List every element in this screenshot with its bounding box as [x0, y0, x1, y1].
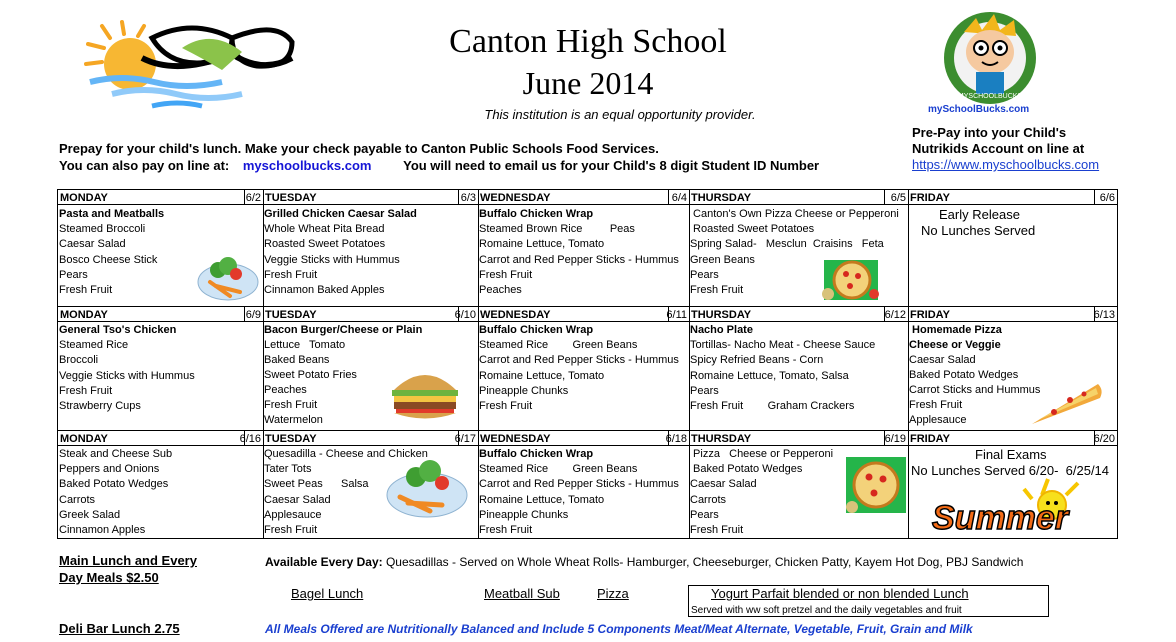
- menu-item: Spring Salad- Mesclun Craisins Feta: [690, 238, 884, 251]
- main-lunch-line2: Day Meals $2.50: [59, 570, 159, 585]
- menu-item: Bosco Cheese Stick: [59, 253, 158, 266]
- menu-item: Romaine Lettuce, Tomato: [479, 493, 605, 506]
- menu-item: No Lunches Served: [921, 223, 1036, 238]
- equal-opportunity-note: This institution is an equal opportunity provider.: [484, 107, 756, 122]
- menu-item: Fresh Fruit: [479, 268, 533, 281]
- day-date: 6/19: [884, 433, 906, 445]
- day-header: [908, 306, 1117, 322]
- menu-item: Final Exams: [975, 447, 1047, 462]
- menu-item: Green Beans: [690, 253, 755, 266]
- day-header: [263, 430, 478, 446]
- day-name: TUESDAY: [265, 433, 317, 445]
- menu-item: Steamed Rice: [59, 339, 129, 352]
- day-date: 6/12: [884, 309, 906, 321]
- yogurt-parfait-box: [688, 585, 1049, 617]
- prepay-online-line: [59, 158, 819, 173]
- menu-item: Broccoli: [59, 354, 99, 367]
- day-menu: [479, 323, 686, 414]
- available-every-day: [265, 555, 1023, 569]
- menu-item: Fresh Fruit: [264, 268, 318, 281]
- day-date: 6/4: [671, 192, 687, 204]
- menu-item: Pineapple Chunks: [479, 508, 569, 521]
- menu-item: Greek Salad: [59, 508, 121, 521]
- myschoolbucks-url-link[interactable]: https://www.myschoolbucks.com: [912, 157, 1100, 172]
- day-date: 6/6: [1099, 192, 1115, 204]
- day-header: [478, 430, 689, 446]
- day-header: [689, 430, 908, 446]
- day-date: 6/13: [1093, 309, 1115, 321]
- day-name: MONDAY: [60, 192, 108, 204]
- bagel-lunch: Bagel Lunch: [291, 586, 364, 601]
- menu-item: Fresh Fruit: [479, 400, 533, 413]
- menu-item: Veggie Sticks with Hummus: [264, 253, 400, 266]
- menu-item: Fresh Fruit: [59, 384, 113, 397]
- day-menu: [479, 207, 686, 298]
- date-divider: [458, 190, 459, 204]
- menu-item: Early Release: [939, 207, 1020, 222]
- summer-sun-icon: [928, 473, 1116, 537]
- menu-item: Homemade Pizza: [909, 324, 1002, 336]
- menu-item: Veggie Sticks with Hummus: [59, 369, 195, 382]
- day-date: 6/3: [460, 192, 476, 204]
- day-date: 6/11: [666, 309, 687, 321]
- menu-item: Lettuce Tomato: [264, 339, 346, 351]
- day-name: TUESDAY: [265, 309, 317, 321]
- myschoolbucks-logo[interactable]: [924, 10, 1056, 118]
- prepay-account-box: [912, 125, 1099, 173]
- menu-item: Steamed Brown Rice Peas: [479, 223, 635, 236]
- day-name: FRIDAY: [910, 309, 950, 321]
- day-header: [58, 306, 263, 322]
- day-name: MONDAY: [60, 433, 108, 445]
- myschoolbucks-mascot-icon: [924, 10, 1056, 118]
- summer-text: Summer: [932, 499, 1069, 537]
- meatball-sub: Meatball Sub: [484, 586, 560, 601]
- day-header: [58, 189, 263, 205]
- menu-item: Sweet Peas Salsa: [264, 478, 369, 491]
- menu-item: Buffalo Chicken Wrap: [479, 208, 594, 220]
- day-name: THURSDAY: [691, 192, 752, 204]
- menu-item: Romaine Lettuce, Tomato: [479, 369, 605, 382]
- menu-item: Steamed Rice Green Beans: [479, 339, 638, 352]
- menu-item: Carrot and Red Pepper Sticks - Hummus: [479, 253, 679, 266]
- day-date: 6/17: [454, 433, 476, 445]
- yogurt-parfait-title: Yogurt Parfait blended or non blended Lunch: [711, 586, 969, 601]
- day-date: 6/2: [245, 192, 261, 204]
- menu-item: Tortillas- Nacho Meat - Cheese Sauce: [690, 339, 876, 352]
- day-header: [263, 306, 478, 322]
- menu-item: Canton's Own Pizza Cheese or Pepperoni: [690, 208, 899, 220]
- vegetable-plate-icon-2: [386, 455, 468, 519]
- menu-item: Nacho Plate: [690, 324, 753, 336]
- menu-item: Pears: [690, 508, 719, 521]
- menu-item: Fresh Fruit: [264, 399, 318, 411]
- vegetable-plate-icon: [196, 252, 260, 302]
- day-menu: [59, 447, 260, 538]
- menu-item: Romaine Lettuce, Tomato: [479, 238, 605, 251]
- prepay-online-label: You can also pay on line at:: [59, 158, 230, 173]
- available-label: Available Every Day:: [265, 555, 383, 569]
- pizza-plate-icon-2: [842, 455, 910, 517]
- menu-item: Cinnamon Baked Apples: [264, 284, 385, 297]
- menu-item: Baked Potato Wedges: [59, 478, 169, 491]
- menu-item: Applesauce: [264, 508, 322, 521]
- menu-item: Caesar Salad: [264, 493, 331, 506]
- menu-item: Caesar Salad: [690, 478, 757, 491]
- day-date: 6/10: [454, 309, 476, 321]
- column-divider: [478, 190, 479, 538]
- day-header: [478, 306, 689, 322]
- menu-item: Pears: [59, 268, 88, 281]
- menu-item: Pears: [690, 268, 719, 281]
- day-name: WEDNESDAY: [480, 309, 551, 321]
- menu-item: No Lunches Served 6/20- 6/25/14: [911, 463, 1110, 478]
- menu-item: Bacon Burger/Cheese or Plain: [264, 324, 423, 336]
- yogurt-parfait-note: Served with ww soft pretzel and the daily vegetables and fruit: [691, 605, 962, 616]
- menu-item: Fresh Fruit: [264, 524, 318, 537]
- day-header: [908, 189, 1117, 205]
- prepay-account-line1: Pre-Pay into your Child's: [912, 125, 1067, 140]
- prepay-account-line2: Nutrikids Account on line at: [912, 141, 1085, 156]
- menu-item: Whole Wheat Pita Bread: [264, 223, 385, 236]
- menu-item: Cinnamon Apples: [59, 524, 146, 537]
- main-lunch-price: [59, 552, 197, 586]
- menu-item: Steak and Cheese Sub: [59, 448, 173, 460]
- menu-item: Peaches: [264, 384, 307, 396]
- pizza-slice-icon: [1030, 380, 1104, 426]
- pizza-option: Pizza: [597, 586, 629, 601]
- day-header: [263, 189, 478, 205]
- menu-item: Carrot Sticks and Hummus: [909, 384, 1041, 396]
- day-name: TUESDAY: [265, 192, 317, 204]
- nutrition-statement: All Meals Offered are Nutritionally Balanced and Include 5 Components Meat/Meat Alternate, Vegetable, Fruit, Grain and Milk: [265, 622, 973, 636]
- menu-item: Fresh Fruit: [479, 524, 533, 537]
- menu-item: Applesauce: [909, 414, 967, 426]
- burger-icon: [388, 366, 462, 422]
- student-id-note: You will need to email us for your Child's 8 digit Student ID Number: [403, 158, 820, 173]
- day-name: THURSDAY: [691, 433, 752, 445]
- page-title: Canton High School: [449, 23, 727, 60]
- day-name: THURSDAY: [691, 309, 752, 321]
- day-name: MONDAY: [60, 309, 108, 321]
- menu-item: Fresh Fruit Graham Crackers: [690, 400, 855, 413]
- deli-bar-price: Deli Bar Lunch 2.75: [59, 621, 180, 636]
- menu-item: Caesar Salad: [59, 238, 126, 251]
- available-items: Quesadillas - Served on Whole Wheat Rolls- Hamburger, Cheeseburger, Chicken Patty, Kayem Hot Dog, PBJ Sandwich: [385, 555, 1024, 569]
- day-menu: [264, 207, 475, 298]
- menu-item: Fresh Fruit: [690, 284, 744, 297]
- menu-item: Pears: [690, 384, 719, 397]
- column-divider: [263, 190, 264, 538]
- day-date: 6/9: [245, 309, 261, 321]
- menu-item: Carrot and Red Pepper Sticks - Hummus: [479, 478, 679, 491]
- menu-item: Spicy Refried Beans - Corn: [690, 354, 824, 367]
- day-menu: [690, 323, 905, 414]
- prepay-instruction: Prepay for your child's lunch. Make your check payable to Canton Public Schools Food Services.: [59, 141, 659, 156]
- page-subtitle: June 2014: [522, 65, 654, 101]
- day-date: 6/16: [239, 433, 261, 445]
- menu-item: Carrots: [59, 493, 96, 506]
- day-date: 6/5: [890, 192, 906, 204]
- menu-item: Steamed Rice Green Beans: [479, 463, 638, 476]
- menu-item: Roasted Sweet Potatoes: [264, 238, 386, 251]
- day-header: [689, 189, 908, 205]
- date-divider: [884, 190, 885, 204]
- column-divider: [689, 190, 690, 538]
- menu-item: Pineapple Chunks: [479, 384, 569, 397]
- pizza-plate-icon: [820, 258, 882, 304]
- menu-item: Romaine Lettuce, Tomato, Salsa: [690, 369, 849, 382]
- menu-item: Baked Potato Wedges: [690, 463, 803, 476]
- day-name: FRIDAY: [910, 192, 950, 204]
- date-divider: [668, 190, 669, 204]
- menu-item: Fresh Fruit: [59, 284, 113, 297]
- menu-item: Peaches: [479, 284, 522, 297]
- date-divider: [1094, 190, 1095, 204]
- day-name: FRIDAY: [910, 433, 950, 445]
- logo-arc-text: MYSCHOOLBUCKS: [957, 93, 1023, 100]
- menu-item: Peppers and Onions: [59, 463, 160, 476]
- day-name: WEDNESDAY: [480, 192, 551, 204]
- menu-item: Sweet Potato Fries: [264, 369, 357, 381]
- menu-item: Pasta and Meatballs: [59, 208, 165, 220]
- menu-item: Pizza Cheese or Pepperoni: [690, 448, 834, 460]
- menu-item: Steamed Broccoli: [59, 223, 146, 236]
- menu-item: Baked Beans: [264, 354, 330, 366]
- menu-item: Tater Tots: [264, 463, 312, 476]
- day-menu: [909, 207, 1114, 239]
- day-header: [478, 189, 689, 205]
- main-lunch-line1: Main Lunch and Every: [59, 553, 197, 568]
- menu-item: Buffalo Chicken Wrap: [479, 448, 594, 460]
- menu-item: Strawberry Cups: [59, 400, 141, 413]
- day-menu: [59, 323, 260, 414]
- day-date: 6/20: [1093, 433, 1115, 445]
- day-menu: [479, 447, 686, 538]
- menu-item: Caesar Salad: [909, 354, 976, 366]
- menu-item: Roasted Sweet Potatoes: [690, 223, 815, 236]
- menu-item: Fresh Fruit: [690, 524, 744, 537]
- menu-item: Carrot and Red Pepper Sticks - Hummus: [479, 354, 679, 367]
- menu-item: Cheese or Veggie: [909, 339, 1001, 351]
- menu-item: General Tso's Chicken: [59, 324, 177, 336]
- menu-item: Watermelon: [264, 414, 323, 426]
- logo-caption: mySchoolBucks.com: [928, 104, 1030, 115]
- menu-item: Quesadilla - Cheese and Chicken: [264, 448, 428, 460]
- menu-item: Carrots: [690, 493, 727, 506]
- menu-item: Buffalo Chicken Wrap: [479, 324, 594, 336]
- day-header: [908, 430, 1117, 446]
- menu-item: Grilled Chicken Caesar Salad: [264, 208, 417, 220]
- day-header: [689, 306, 908, 322]
- day-name: WEDNESDAY: [480, 433, 551, 445]
- menu-item: Baked Potato Wedges: [909, 369, 1019, 381]
- day-header: [58, 430, 263, 446]
- menu-item: Fresh Fruit: [909, 399, 963, 411]
- day-date: 6/18: [665, 433, 687, 445]
- myschoolbucks-link[interactable]: myschoolbucks.com: [242, 158, 372, 173]
